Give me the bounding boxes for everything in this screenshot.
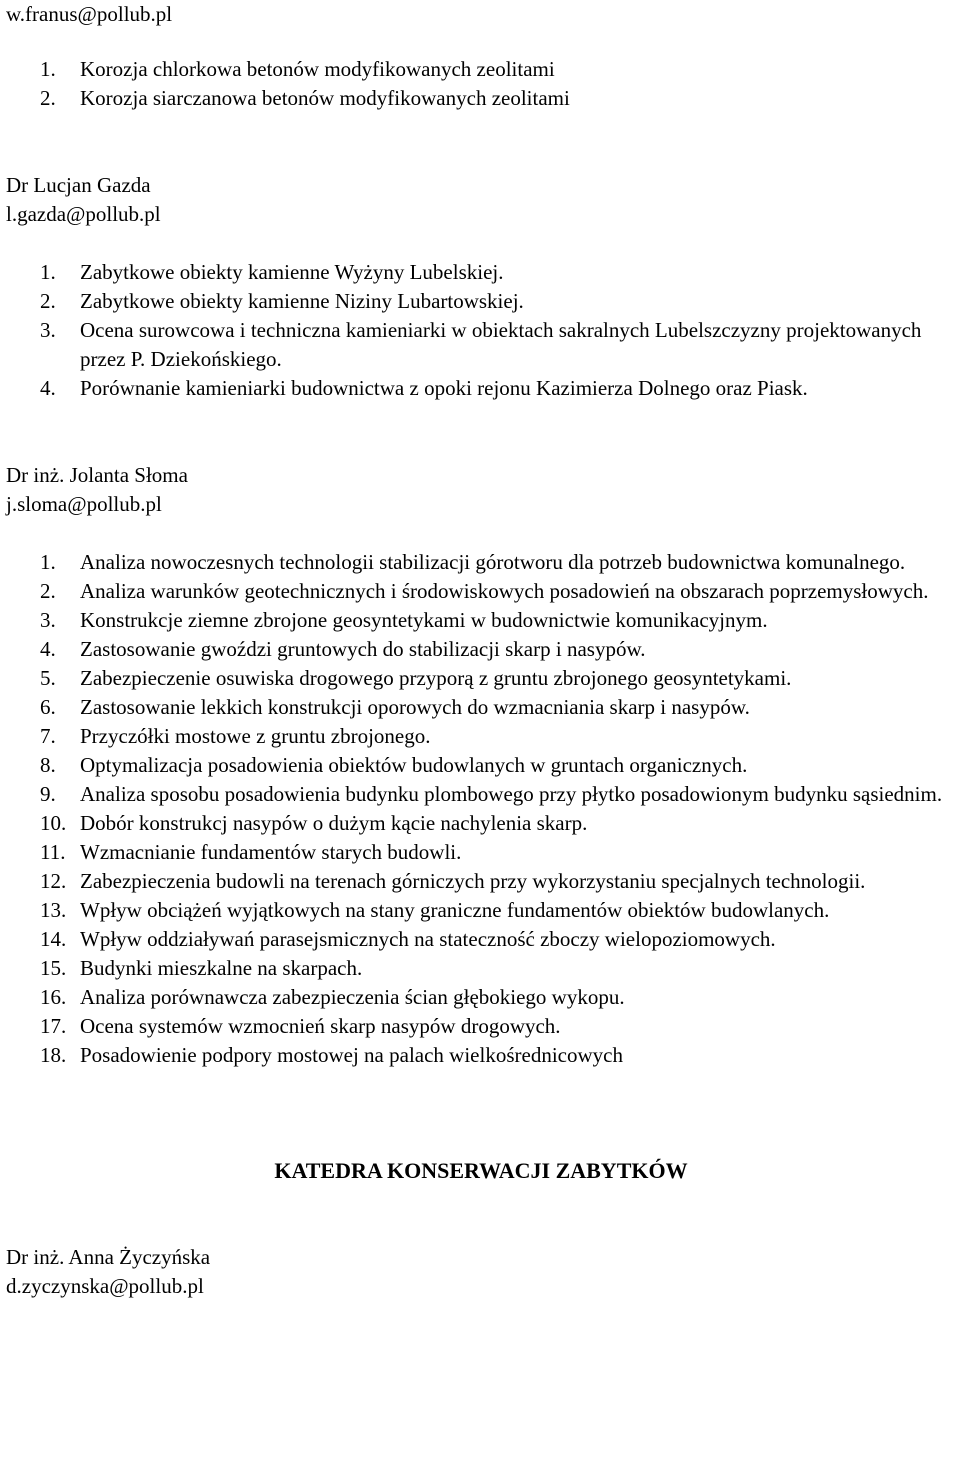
topic-text: Zabezpieczenie osuwiska drogowego przyporą z gruntu zbrojonego geosyntetykami.	[80, 666, 792, 690]
list-number: 4.	[40, 637, 56, 661]
topic-text: Zastosowanie lekkich konstrukcji oporowych do wzmacniania skarp i nasypów.	[80, 695, 750, 719]
list-item	[6, 635, 956, 664]
list-number: 2.	[40, 579, 56, 603]
list-number: 5.	[40, 666, 56, 690]
author-name-gazda: Dr Lucjan Gazda	[6, 173, 151, 197]
list-item	[6, 722, 956, 751]
list-number: 14.	[40, 927, 67, 951]
topic-text: Analiza warunków geotechnicznych i środowiskowych posadowień na obszarach poprzemysłowych.	[80, 579, 929, 603]
list-number: 18.	[40, 1043, 67, 1067]
list-item	[6, 606, 956, 635]
list-number: 17.	[40, 1014, 67, 1038]
topic-text: Optymalizacja posadowienia obiektów budowlanych w gruntach organicznych.	[80, 753, 748, 777]
email-zyczynska: d.zyczynska@pollub.pl	[6, 1274, 204, 1298]
list-item	[6, 751, 956, 780]
topic-text: Korozja siarczanowa betonów modyfikowanych zeolitami	[80, 86, 570, 110]
list-item	[6, 316, 956, 374]
topic-text: Wzmacnianie fundamentów starych budowli.	[80, 840, 462, 864]
list-item	[6, 896, 956, 925]
topic-text: Budynki mieszkalne na skarpach.	[80, 956, 363, 980]
list-number: 9.	[40, 782, 56, 806]
topic-text: Przyczółki mostowe z gruntu zbrojonego.	[80, 724, 431, 748]
list-item	[6, 693, 956, 722]
list-item	[6, 84, 956, 113]
email-gazda: l.gazda@pollub.pl	[6, 202, 161, 226]
list-number: 11.	[40, 840, 66, 864]
list-item	[6, 1041, 956, 1070]
topic-text: Ocena systemów wzmocnień skarp nasypów drogowych.	[80, 1014, 561, 1038]
list-number: 16.	[40, 985, 67, 1009]
topic-list-gazda	[6, 258, 956, 403]
topic-text: Analiza nowoczesnych technologii stabilizacji górotworu dla potrzeb budownictwa komunalnego.	[80, 550, 906, 574]
email-sloma: j.sloma@pollub.pl	[6, 492, 162, 516]
list-number: 7.	[40, 724, 56, 748]
list-item	[6, 954, 956, 983]
topic-text: Zabezpieczenia budowli na terenach górniczych przy wykorzystaniu specjalnych technologii.	[80, 869, 866, 893]
list-number: 6.	[40, 695, 56, 719]
topic-list-franus	[6, 55, 956, 113]
list-number: 1.	[40, 260, 56, 284]
email-franus: w.franus@pollub.pl	[6, 2, 173, 26]
document-page	[6, 0, 956, 1301]
list-number: 4.	[40, 376, 56, 400]
department-heading: KATEDRA KONSERWACJI ZABYTKÓW	[274, 1158, 688, 1183]
list-item	[6, 577, 956, 606]
list-number: 1.	[40, 550, 56, 574]
list-number: 1.	[40, 57, 56, 81]
list-item	[6, 867, 956, 896]
list-number: 8.	[40, 753, 56, 777]
list-item	[6, 925, 956, 954]
list-number: 2.	[40, 86, 56, 110]
author-name-sloma: Dr inż. Jolanta Słoma	[6, 463, 188, 487]
list-item	[6, 55, 956, 84]
topic-text: Dobór konstrukcj nasypów o dużym kącie nachylenia skarp.	[80, 811, 588, 835]
topic-text: Wpływ obciążeń wyjątkowych na stany graniczne fundamentów obiektów budowlanych.	[80, 898, 830, 922]
list-item	[6, 548, 956, 577]
topic-text: Porównanie kamieniarki budownictwa z opoki rejonu Kazimierza Dolnego oraz Piask.	[80, 376, 808, 400]
list-number: 2.	[40, 289, 56, 313]
list-item	[6, 838, 956, 867]
list-item	[6, 287, 956, 316]
topic-text: Zabytkowe obiekty kamienne Wyżyny Lubelskiej.	[80, 260, 504, 284]
list-number: 10.	[40, 811, 67, 835]
list-item	[6, 809, 956, 838]
topic-list-sloma	[6, 548, 956, 1070]
topic-text: Posadowienie podpory mostowej na palach wielkośrednicowych	[80, 1043, 623, 1067]
list-item	[6, 664, 956, 693]
list-number: 13.	[40, 898, 67, 922]
list-number: 3.	[40, 608, 56, 632]
list-number: 15.	[40, 956, 67, 980]
list-number: 3.	[40, 318, 56, 342]
list-number: 12.	[40, 869, 67, 893]
author-name-zyczynska: Dr inż. Anna Życzyńska	[6, 1245, 211, 1269]
topic-text: Wpływ oddziaływań parasejsmicznych na stateczność zboczy wielopoziomowych.	[80, 927, 776, 951]
list-item	[6, 983, 956, 1012]
list-item	[6, 374, 956, 403]
topic-text: Ocena surowcowa i techniczna kamieniarki w obiektach sakralnych Lubelszczyzny projektowanych przez P. Dziekońskiego.	[80, 318, 922, 371]
topic-text: Korozja chlorkowa betonów modyfikowanych zeolitami	[80, 57, 555, 81]
list-item	[6, 258, 956, 287]
topic-text: Konstrukcje ziemne zbrojone geosyntetykami w budownictwie komunikacyjnym.	[80, 608, 768, 632]
topic-text: Zabytkowe obiekty kamienne Niziny Lubartowskiej.	[80, 289, 524, 313]
topic-text: Analiza sposobu posadowienia budynku plombowego przy płytko posadowionym budynku sąsiednim.	[80, 782, 943, 806]
list-item	[6, 1012, 956, 1041]
topic-text: Zastosowanie gwoździ gruntowych do stabilizacji skarp i nasypów.	[80, 637, 646, 661]
topic-text: Analiza porównawcza zabezpieczenia ścian głębokiego wykopu.	[80, 985, 625, 1009]
list-item	[6, 780, 956, 809]
